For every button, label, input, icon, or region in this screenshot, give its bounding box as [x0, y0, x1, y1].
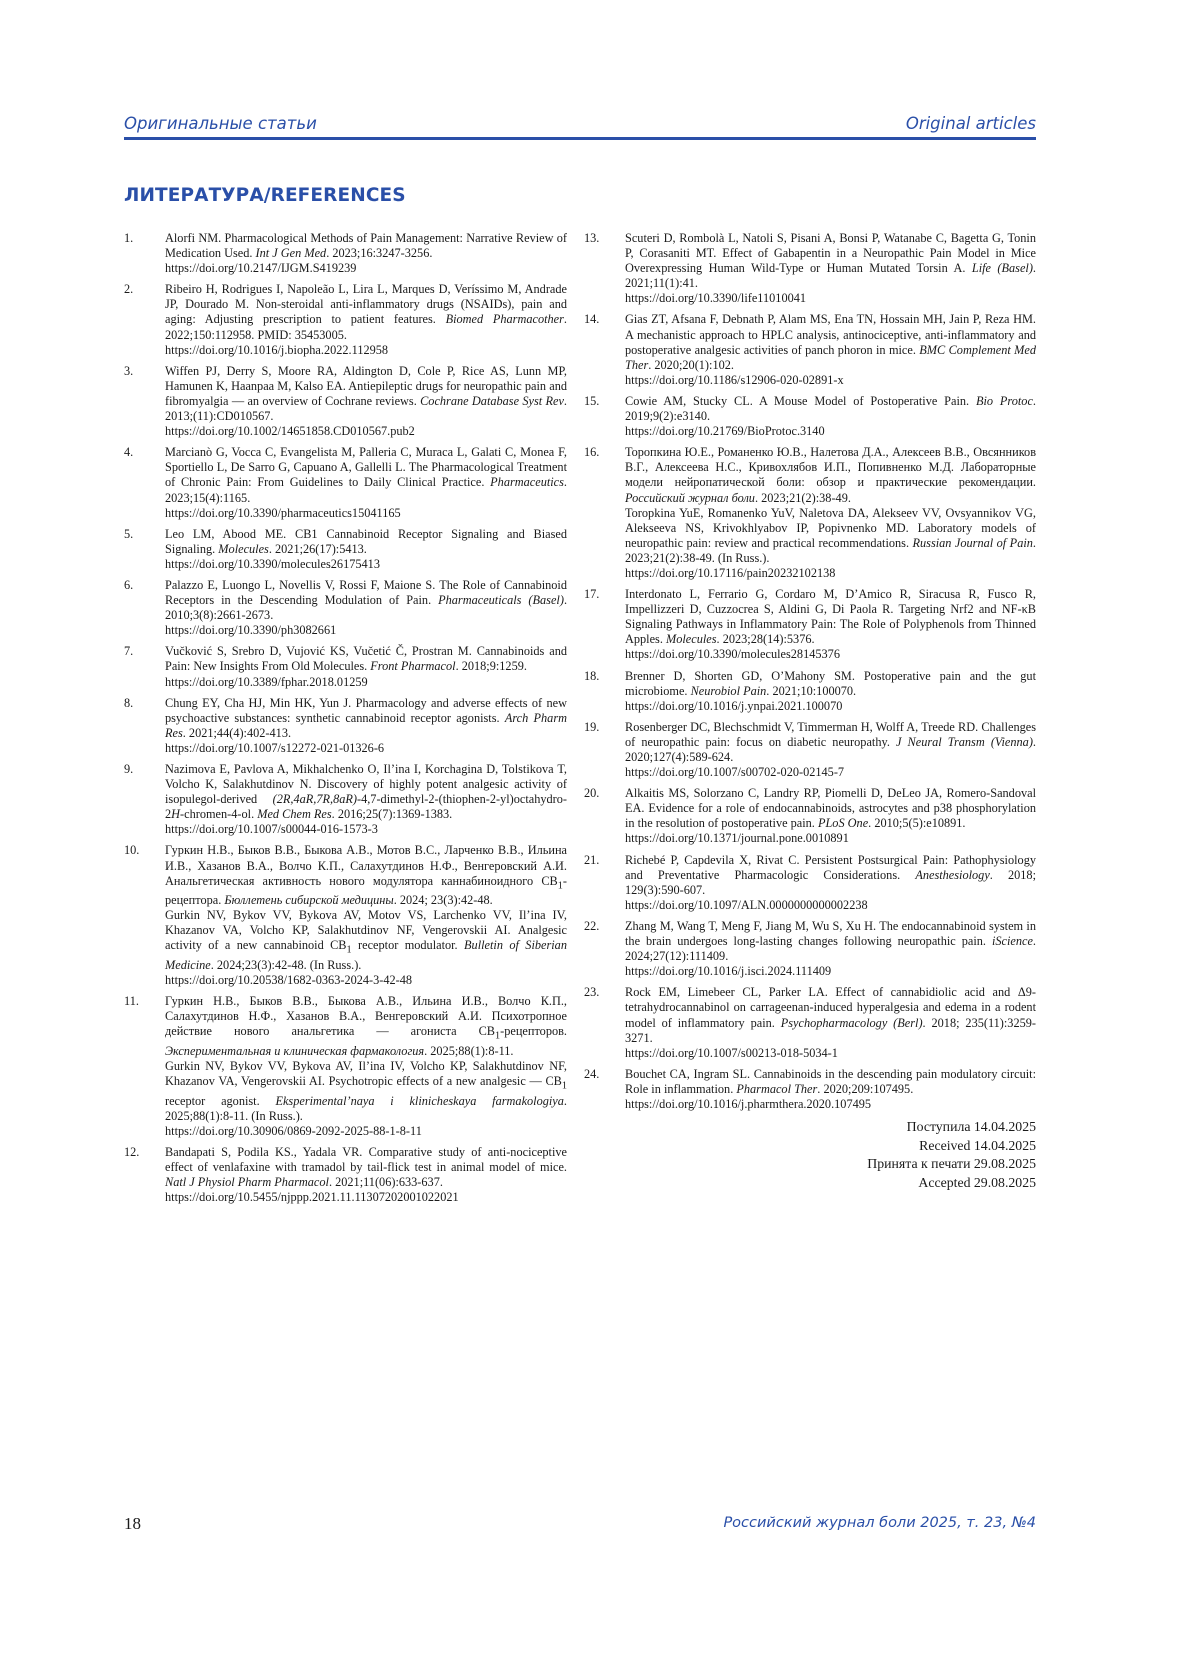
doi-link[interactable]: https://doi.org/10.1007/s00044-016-1573-3 [165, 822, 378, 837]
reference-number: 22. [584, 918, 600, 933]
reference-number: 20. [584, 786, 600, 801]
reference-text: Vučković S, Srebro D, Vujović KS, Vučetić Č, Prostran M. Cannabinoids and Pain: New Insights From Old Molecules. Front Pharmacol. 2018;9:1259. [165, 644, 567, 674]
reference-number: 7. [124, 644, 134, 659]
reference-number: 11. [124, 994, 139, 1009]
reference-item [584, 394, 1036, 439]
doi-link[interactable]: https://doi.org/10.3390/pharmaceutics15041165 [165, 505, 401, 520]
reference-item [124, 282, 567, 357]
reference-number: 8. [124, 695, 134, 710]
reference-text: Gias ZT, Afsana F, Debnath P, Alam MS, Ena TN, Hossain MH, Jain P, Reza HM. A mechanistic approach to HPLC analysis, antinociceptive, anti-inflammatory and postoperative analgesic activities of panch phoron in mice. BMC Complement Med Ther. 2020;20(1):102. [625, 312, 1036, 372]
doi-link[interactable]: https://doi.org/10.1007/s12272-021-01326-6 [165, 740, 385, 755]
reference-text: Торопкина Ю.Е., Романенко Ю.В., Налетова Д.А., Алексеев В.В., Овсянников В.Г., Алексеева Н.С., Кривохлябов И.П., Попивненко М.Д. Лабораторные модели нейропатической боли: обзор и практические рекомендации. Российский журнал боли. 2023;21(2):38-49. Toropkina YuE, Romanenko YuV, Naletova DA, Alekseev VV, Ovsyannikov VG, Alekseeva NS, Krivokhlyabov IP, Popivnenko MD. Laboratory models of neuropathic pain: review and practical recommendations. Russian Journal of Pain. 2023;21(2):38-49. (In Russ.). [625, 445, 1036, 565]
reference-item [124, 994, 567, 1139]
doi-link[interactable]: https://doi.org/10.3390/ph3082661 [165, 623, 337, 638]
reference-number: 2. [124, 282, 134, 297]
reference-number: 13. [584, 231, 600, 245]
accepted-date-en: Accepted 29.08.2025 [918, 1174, 1036, 1190]
reference-item [584, 445, 1036, 581]
doi-link[interactable]: https://doi.org/10.1016/j.pharmthera.2020.107495 [625, 1096, 872, 1111]
doi-link[interactable]: https://doi.org/10.1016/j.biopha.2022.112958 [165, 342, 389, 357]
reference-item [124, 1145, 567, 1205]
reference-number: 1. [124, 231, 134, 245]
reference-item [584, 720, 1036, 780]
reference-number: 4. [124, 445, 134, 460]
reference-item [124, 644, 567, 689]
reference-text: Marcianò G, Vocca C, Evangelista M, Palleria C, Muraca L, Galati C, Monea F, Sportiello L, De Sarro G, Capuano A, Gallelli L. The Pharmacological Treatment of Chronic Pain: From Guidelines to Daily Clinical Practice. Pharmaceutics. 2023;15(4):1165. [165, 445, 567, 505]
doi-link[interactable]: https://doi.org/10.20538/1682-0363-2024-3-42-48 [165, 973, 413, 988]
reference-text: Interdonato L, Ferrario G, Cordaro M, D’Amico R, Siracusa R, Fusco R, Impellizzeri D, Cuzzocrea S, Aldini G, Di Paola R. Targeting Nrf2 and NF-κB Signaling Pathways in Inflammatory Pain: The Role of Polyphenols from Thinned Apples. Molecules. 2023;28(14):5376. [625, 587, 1036, 647]
reference-item [584, 669, 1036, 714]
reference-text: Rosenberger DC, Blechschmidt V, Timmerman H, Wolff A, Treede RD. Challenges of neuropathic pain: focus on diabetic neuropathy. J Neural Transm (Vienna). 2020;127(4):589-624. [625, 719, 1036, 764]
reference-item [124, 696, 567, 756]
references-heading: ЛИТЕРАТУРА/REFERENCES [124, 185, 406, 206]
reference-item [124, 578, 567, 638]
reference-item [124, 527, 567, 572]
reference-number: 5. [124, 526, 134, 541]
received-date-ru: Поступила 14.04.2025 [906, 1119, 1036, 1135]
doi-link[interactable]: https://doi.org/10.30906/0869-2092-2025-88-1-8-11 [165, 1123, 422, 1138]
reference-item [584, 1067, 1036, 1112]
journal-citation: Российский журнал боли 2025, т. 23, №4 [723, 1515, 1036, 1531]
reference-text: Alkaitis MS, Solorzano C, Landry RP, Piomelli D, DeLeo JA, Romero-Sandoval EA. Evidence for a role of endocannabinoids, astrocytes and p38 phosphorylation in the resolution of postoperative pain. PLoS One. 2010;5(5):e10891. [625, 786, 1036, 831]
doi-link[interactable]: https://doi.org/10.17116/pain20232102138 [625, 565, 836, 580]
doi-link[interactable]: https://doi.org/10.5455/njppp.2021.11.11307202001022021 [165, 1190, 459, 1205]
reference-text: Гуркин Н.В., Быков В.В., Быкова А.В., Мотов В.С., Ларченко В.В., Ильина И.В., Хазанов В.А., Волчо К.П., Салахутдинов Н.Ф., Венгеровский А.И. Анальгетическая активность нового модулятора каннабиноидного $CB_1$-рецептора. Бюллетень сибирской медицины. 2024; 23(3):42-48. Gurkin NV, Bykov VV, Bykova AV, Motov VS, Larchenko VV, Il’ina IV, Khazanov VA, Volcho KP, Salakhutdinov NF, Vengerovskii AI. Analgesic activity of a new cannabinoid $CB_1$ receptor modulator. Bulletin of Siberian Medicine. 2024;23(3):42-48. (In Russ.). [165, 843, 567, 973]
reference-text: Nazimova E, Pavlova A, Mikhalchenko O, Il’ina I, Korchagina D, Tolstikova T, Volcho K, Salakhutdinov N. Discovery of highly potent analgesic activity of isopulegol-derived (2R,4aR,7R,8aR)-4,7-dimethyl-2-(thiophen-2-yl)octahydro-2H-chromen-4-ol. Med Chem Res. 2016;25(7):1369-1383. [165, 762, 567, 822]
doi-link[interactable]: https://doi.org/10.3389/fphar.2018.01259 [165, 674, 368, 689]
reference-text: Palazzo E, Luongo L, Novellis V, Rossi F, Maione S. The Role of Cannabinoid Receptors in the Descending Modulation of Pain. Pharmaceuticals (Basel). 2010;3(8):2661-2673. [165, 577, 568, 623]
reference-item [584, 312, 1036, 387]
doi-link[interactable]: https://doi.org/10.3390/life11010041 [625, 291, 807, 306]
reference-number: 9. [124, 762, 134, 776]
page-number: 18 [124, 1514, 141, 1533]
doi-link[interactable]: https://doi.org/10.1016/j.ynpai.2021.100070 [625, 698, 843, 713]
reference-text: Wiffen PJ, Derry S, Moore RA, Aldington D, Cole P, Rice AS, Lunn MP, Hamunen K, Haanpaa M, Kalso EA. Antiepileptic drugs for neuropathic pain and fibromyalgia — an overview of Cochrane reviews. Cochrane Database Syst Rev. 2013;(11):CD010567. [165, 363, 567, 424]
reference-text: Scuteri D, Rombolà L, Natoli S, Pisani A, Bonsi P, Watanabe C, Bagetta G, Tonin P, Corasaniti MT. Effect of Gabapentin in a Neuropathic Pain Model in Mice Overexpressing Human Wild-Type or Human Mutated Torsin A. Life (Basel). 2021;11(1):41. [625, 231, 1036, 291]
reference-item [584, 985, 1036, 1060]
accepted-date-ru: Принята к печати 29.08.2025 [867, 1156, 1036, 1172]
references-column-right [584, 231, 1036, 1192]
reference-item [584, 853, 1036, 913]
reference-item [584, 231, 1036, 306]
reference-text: Leo LM, Abood ME. CB1 Cannabinoid Receptor Signaling and Biased Signaling. Molecules. 2021;26(17):5413. [165, 526, 567, 556]
references-list-right [584, 231, 1036, 1112]
doi-link[interactable]: https://doi.org/10.3390/molecules28145376 [625, 647, 840, 662]
doi-link[interactable]: https://doi.org/10.1007/s00213-018-5034-1 [625, 1045, 838, 1060]
reference-item [584, 786, 1036, 846]
reference-item [124, 231, 567, 276]
reference-item [124, 364, 567, 439]
reference-number: 16. [584, 445, 600, 460]
reference-text: Chung EY, Cha HJ, Min HK, Yun J. Pharmacology and adverse effects of new psychoactive substances: synthetic cannabinoid receptor agonists. Arch Pharm Res. 2021;44(4):402-413. [165, 695, 567, 740]
doi-link[interactable]: https://doi.org/10.1371/journal.pone.0010891 [625, 831, 849, 846]
reference-number: 24. [584, 1066, 600, 1081]
header-section-ru: Оригинальные статьи [124, 114, 317, 133]
reference-number: 6. [124, 577, 134, 592]
reference-number: 21. [584, 852, 600, 867]
reference-number: 15. [584, 393, 600, 408]
doi-link[interactable]: https://doi.org/10.1002/14651858.CD010567.pub2 [165, 424, 415, 439]
reference-number: 18. [584, 668, 600, 683]
article-dates [584, 1118, 1036, 1192]
reference-text: Cowie AM, Stucky CL. A Mouse Model of Postoperative Pain. Bio Protoc. 2019;9(2):e3140. [625, 393, 1036, 424]
reference-text: Ribeiro H, Rodrigues I, Napoleão L, Lira L, Marques D, Veríssimo M, Andrade JP, Dourado M. Non-steroidal anti-inflammatory drugs (NSAIDs), pain and aging: Adjusting prescription to patient features. Biomed Pharmacother. 2022;150:112958. PMID: 35453005. [165, 282, 567, 342]
reference-item [584, 919, 1036, 979]
reference-text: Bouchet CA, Ingram SL. Cannabinoids in the descending pain modulatory circuit: Role in inflammation. Pharmacol Ther. 2020;209:107495. [625, 1066, 1036, 1096]
doi-link[interactable]: https://doi.org/10.1186/s12906-020-02891-x [625, 372, 844, 387]
reference-text: Alorfi NM. Pharmacological Methods of Pain Management: Narrative Review of Medication Used. Int J Gen Med. 2023;16:3247-3256. [165, 231, 567, 261]
reference-item [124, 445, 567, 520]
reference-number: 10. [124, 843, 140, 858]
references-column-left [124, 231, 567, 1211]
doi-link[interactable]: https://doi.org/10.1097/ALN.0000000000002238 [625, 897, 868, 912]
reference-number: 3. [124, 363, 134, 378]
doi-link[interactable]: https://doi.org/10.1007/s00702-020-02145-7 [625, 765, 845, 780]
reference-number: 14. [584, 312, 600, 327]
reference-number: 12. [124, 1144, 140, 1159]
reference-text: Bandapati S, Podila KS., Yadala VR. Comparative study of anti-nociceptive effect of venlafaxine with tramadol by tail-flick test in animal model of mice. Natl J Physiol Pharm Pharmacol. 2021;11(06):633-637. [165, 1144, 567, 1190]
header-divider [124, 137, 1036, 140]
reference-number: 17. [584, 587, 600, 602]
reference-text: Zhang M, Wang T, Meng F, Jiang M, Wu S, Xu H. The endocannabinoid system in the brain undergoes long-lasting changes following neuropathic pain. iScience. 2024;27(12):111409. [625, 918, 1036, 964]
reference-number: 23. [584, 985, 600, 1000]
doi-link[interactable]: https://doi.org/10.2147/IJGM.S419239 [165, 261, 357, 276]
reference-item [124, 843, 567, 988]
reference-text: Гуркин Н.В., Быков В.В., Быкова А.В., Ильина И.В., Волчо К.П., Салахутдинов Н.Ф., Хазанов В.А., Венгеровский А.И. Психотропное действие нового анальгетика — агониста $CB_1$-рецепторов. Экспериментальная и клиническая фармакология. 2025;88(1):8-11. Gurkin NV, Bykov VV, Bykova AV, Il’ina IV, Volcho KP, Salakhutdinov NF, Khazanov VA, Vengerovskii AI. Psychotropic effects of a new analgesic — $CB_1$ receptor agonist. Eksperimental’naya i klinicheskaya farmakologiya. 2025;88(1):8-11. (In Russ.). [165, 994, 567, 1123]
doi-link[interactable]: https://doi.org/10.1016/j.isci.2024.111409 [625, 964, 832, 979]
received-date-en: Received 14.04.2025 [919, 1137, 1036, 1153]
reference-item [584, 587, 1036, 662]
reference-text: Brenner D, Shorten GD, O’Mahony SM. Postoperative pain and the gut microbiome. Neurobiol Pain. 2021;10:100070. [625, 668, 1036, 698]
reference-text: Rock EM, Limebeer CL, Parker LA. Effect of cannabidiolic acid and Δ9-tetrahydrocannabinol on carrageenan-induced hyperalgesia and edema in a rodent model of inflammatory pain. Psychopharmacology (Berl). 2018; 235(11):3259-3271. [625, 985, 1036, 1045]
doi-link[interactable]: https://doi.org/10.21769/BioProtoc.3140 [625, 424, 825, 439]
header-section-en: Original articles [905, 114, 1036, 133]
reference-item [124, 762, 567, 837]
reference-number: 19. [584, 719, 600, 734]
doi-link[interactable]: https://doi.org/10.3390/molecules26175413 [165, 556, 380, 571]
reference-text: Richebé P, Capdevila X, Rivat C. Persistent Postsurgical Pain: Pathophysiology and Preventative Pharmacologic Considerations. Anesthesiology. 2018; 129(3):590-607. [625, 852, 1036, 897]
